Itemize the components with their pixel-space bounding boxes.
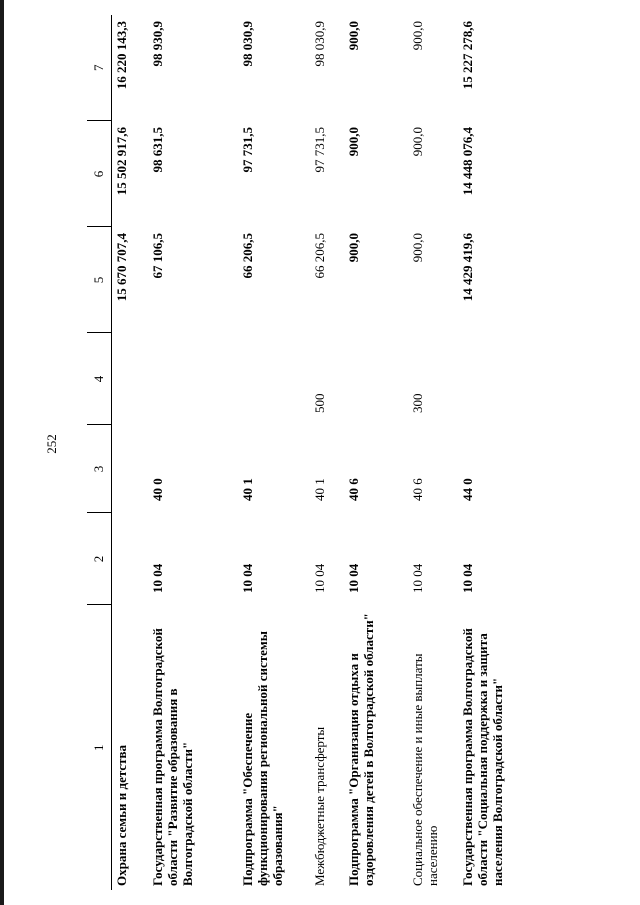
row-section-code: 10 04 xyxy=(460,563,475,593)
table-row xyxy=(408,15,458,890)
row-value-col7: 900,0 xyxy=(346,21,361,51)
row-value-col7: 15 227 278,6 xyxy=(460,21,475,90)
table-row xyxy=(458,15,538,890)
row-program-code: 40 1 xyxy=(240,478,255,501)
row-value-col7: 98 930,9 xyxy=(150,21,165,67)
row-value-col5: 14 429 419,6 xyxy=(460,233,475,302)
row-value-col5: 15 670 707,4 xyxy=(114,233,129,302)
row-value-col7: 900,0 xyxy=(410,21,425,51)
header-col-4: 4 xyxy=(87,333,112,425)
row-expense-type xyxy=(344,333,408,425)
header-col-7: 7 xyxy=(87,15,112,121)
row-value-col7: 16 220 143,3 xyxy=(114,21,129,90)
row-value-col5: 66 206,5 xyxy=(240,233,255,279)
row-value-col5: 66 206,5 xyxy=(312,233,327,279)
table-row xyxy=(238,15,310,890)
table-row xyxy=(112,15,149,890)
row-program-code: 40 1 xyxy=(312,478,327,501)
header-col-1: 1 xyxy=(87,605,112,890)
row-value-col5: 900,0 xyxy=(346,233,361,263)
row-name: Межбюджетные трансферты xyxy=(312,726,327,886)
row-program-code: 40 6 xyxy=(346,478,361,501)
row-value-col5: 900,0 xyxy=(410,233,425,263)
scan-edge xyxy=(0,0,4,905)
row-expense-type xyxy=(148,333,238,425)
row-expense-type xyxy=(238,333,310,425)
row-value-col6: 900,0 xyxy=(346,127,361,157)
row-value-col7: 98 030,9 xyxy=(240,21,255,67)
header-row xyxy=(87,15,112,890)
table-row xyxy=(148,15,238,890)
page-number: 252 xyxy=(44,434,59,454)
row-value-col7: 98 030,9 xyxy=(312,21,327,67)
header-col-2: 2 xyxy=(87,513,112,605)
header-col-6: 6 xyxy=(87,121,112,227)
header-col-5: 5 xyxy=(87,227,112,333)
row-value-col6: 900,0 xyxy=(410,127,425,157)
row-name: Подпрограмма "Организация отдыха и оздоровления детей в Волгоградской области" xyxy=(346,613,376,886)
budget-table xyxy=(87,15,538,890)
row-expense-type xyxy=(112,333,149,425)
row-section-code: 10 04 xyxy=(410,563,425,593)
row-section-code: 10 04 xyxy=(346,563,361,593)
row-section-code: 10 04 xyxy=(240,563,255,593)
row-value-col6: 97 731,5 xyxy=(240,127,255,173)
rotated-document xyxy=(87,15,557,890)
row-section-code: 10 04 xyxy=(312,563,327,593)
table-row xyxy=(310,15,344,890)
row-name: Государственная программа Волгоградской области "Развитие образования в Волгоградской области" xyxy=(150,628,195,886)
row-expense-type xyxy=(458,333,538,425)
table-row xyxy=(344,15,408,890)
row-program-code: 40 0 xyxy=(150,478,165,501)
row-value-col6: 98 631,5 xyxy=(150,127,165,173)
row-value-col6: 97 731,5 xyxy=(312,127,327,173)
row-name: Государственная программа Волгоградской области "Социальная поддержка и защита населения Волгоградской области" xyxy=(460,628,505,886)
row-name: Социальное обеспечение и иные выплаты населению xyxy=(410,653,440,886)
header-col-3: 3 xyxy=(87,425,112,513)
row-value-col5: 67 106,5 xyxy=(150,233,165,279)
row-expense-type: 500 xyxy=(312,393,327,413)
row-section-code: 10 04 xyxy=(150,563,165,593)
row-name: Подпрограмма "Обеспечение функционирования региональной системы образования" xyxy=(240,631,285,886)
row-section-code xyxy=(112,513,149,605)
row-program-code xyxy=(112,425,149,513)
row-program-code: 44 0 xyxy=(460,478,475,501)
row-program-code: 40 6 xyxy=(410,478,425,501)
row-value-col6: 14 448 076,4 xyxy=(460,127,475,196)
row-value-col6: 15 502 917,6 xyxy=(114,127,129,196)
row-name: Охрана семьи и детства xyxy=(114,744,129,886)
row-expense-type: 300 xyxy=(410,393,425,413)
